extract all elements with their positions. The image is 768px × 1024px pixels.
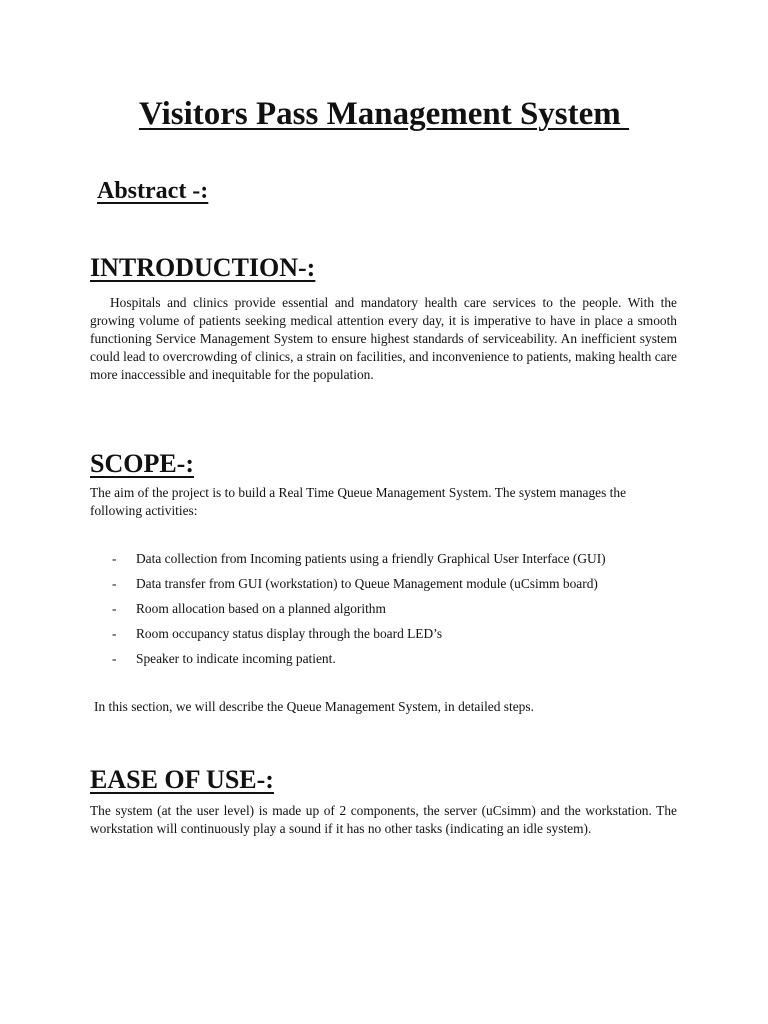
ease-of-use-heading: EASE OF USE-: [90, 765, 274, 794]
introduction-paragraph: Hospitals and clinics provide essential and mandatory health care services to the people. With the growing volume of patients seeking medical attention every day, it is imperative to have in place a smooth functioning Service Management System to ensure highest standards of serviceability. An inefficient system could lead to overcrowding of clinics, a strain on facilities, and inconvenience to patients, making health care more inaccessible and inequitable for the population. [90, 295, 677, 382]
list-item-text: Speaker to indicate incoming patient. [136, 651, 336, 666]
list-bullet: - [112, 626, 117, 641]
list-bullet: - [112, 651, 117, 666]
abstract-heading: Abstract -: [97, 178, 209, 204]
list-item-text: Data collection from Incoming patients using a friendly Graphical User Interface (GUI) [136, 551, 606, 566]
document-title [0, 92, 768, 136]
list-item [112, 650, 672, 675]
list-item [112, 550, 672, 575]
scope-activity-list [112, 550, 672, 675]
document-title-text: Visitors Pass Management System [138, 96, 630, 132]
list-item [112, 600, 672, 625]
list-bullet: - [112, 551, 117, 566]
list-item [112, 625, 672, 650]
list-item-text: Room allocation based on a planned algorithm [136, 601, 386, 616]
list-item [112, 575, 672, 600]
list-item-text: Data transfer from GUI (workstation) to Queue Management module (uCsimm board) [136, 576, 598, 591]
scope-paragraph: The aim of the project is to build a Real Time Queue Management System. The system manages the following activities: [90, 485, 627, 518]
scope-heading: SCOPE-: [90, 449, 194, 478]
ease-of-use-paragraph: The system (at the user level) is made up of 2 components, the server (uCsimm) and the workstation. The workstation will continuously play a sound if it has no other tasks (indicating an idle system). [90, 803, 677, 836]
list-bullet: - [112, 576, 117, 591]
section-note: In this section, we will describe the Queue Management System, in detailed steps. [94, 699, 534, 714]
list-bullet: - [112, 601, 117, 616]
introduction-heading: INTRODUCTION-: [90, 253, 316, 282]
list-item-text: Room occupancy status display through the board LED’s [136, 626, 443, 641]
